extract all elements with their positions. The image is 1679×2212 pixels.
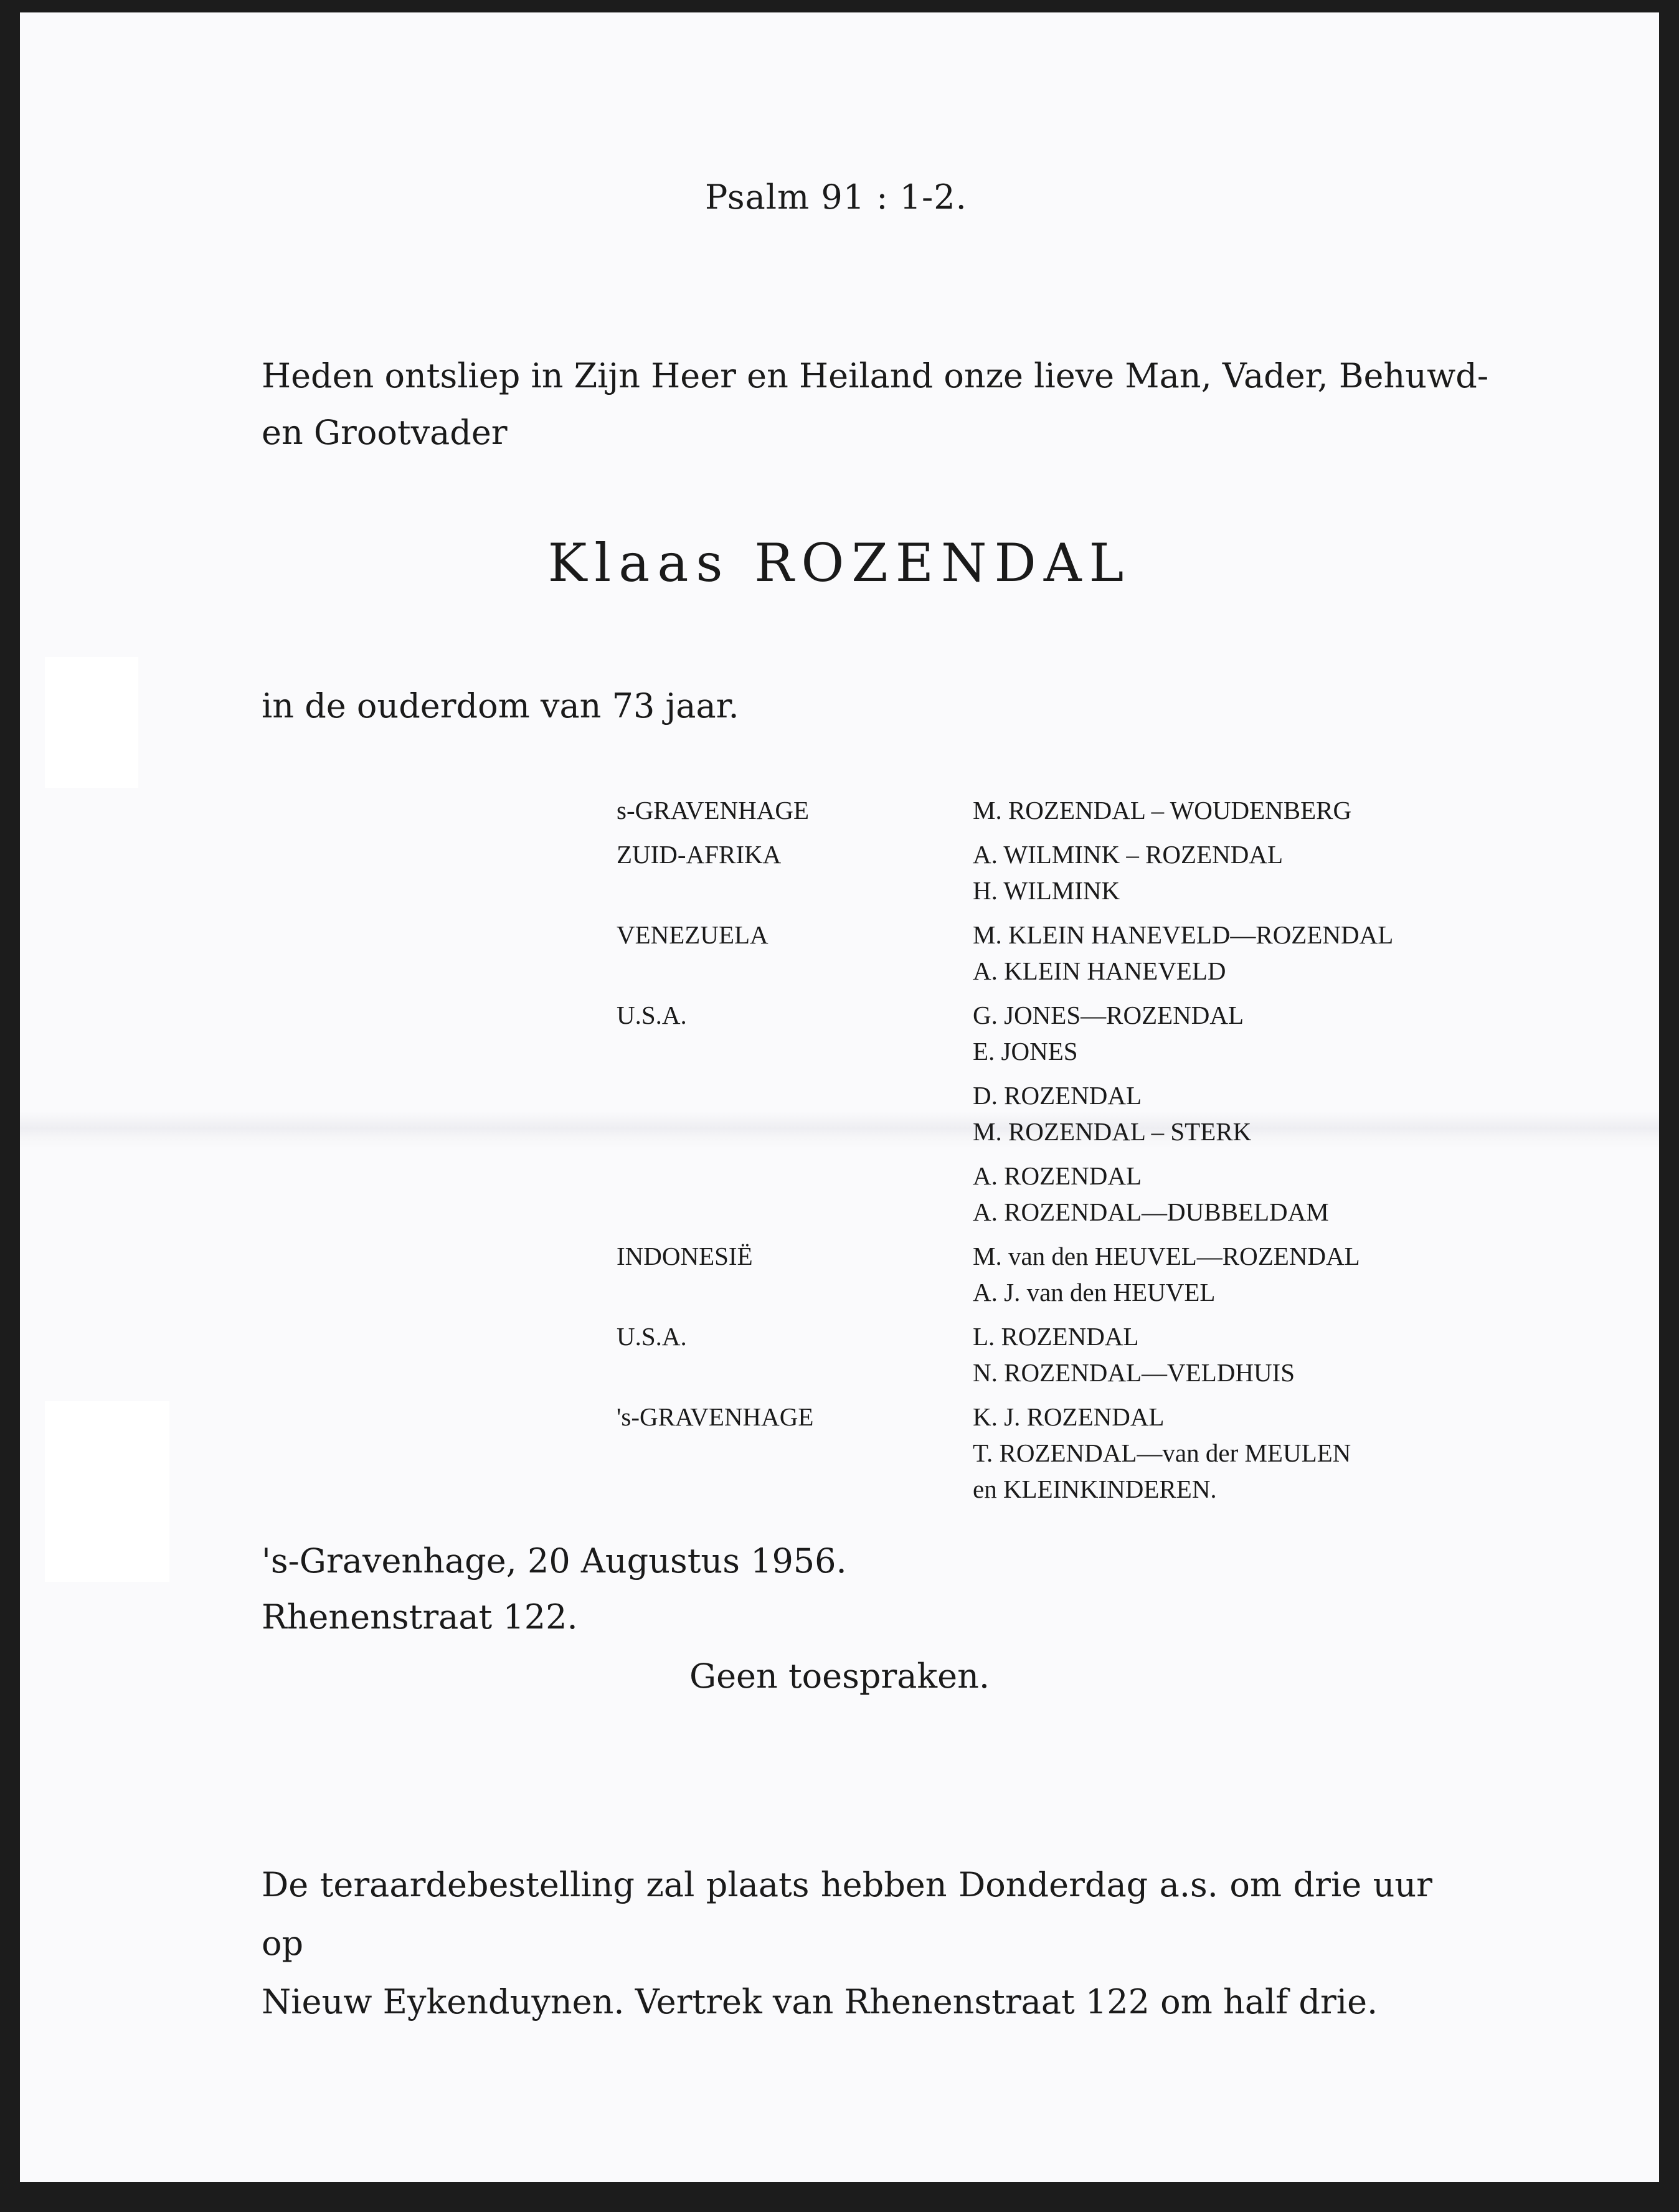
relative-row: N. ROZENDAL—VELDHUIS — [973, 1358, 1295, 1387]
group-gap — [973, 1310, 1393, 1318]
family-names-column — [973, 792, 1393, 1507]
relative-row: M. ROZENDAL – WOUDENBERG — [973, 796, 1352, 825]
place-row — [617, 1077, 813, 1113]
announcement-line-2: en Grootvader — [262, 413, 508, 452]
group-gap — [973, 1150, 1393, 1158]
relative-row: M. van den HEUVEL—ROZENDAL — [973, 1242, 1360, 1270]
group-gap — [617, 1391, 813, 1399]
group-gap — [617, 1150, 813, 1158]
group-gap — [973, 828, 1393, 836]
group-gap — [617, 1230, 813, 1238]
funeral-details — [262, 1856, 1432, 2031]
place-row — [617, 1194, 813, 1230]
redaction-patch-top — [45, 657, 138, 788]
place-row: s-GRAVENHAGE — [617, 796, 810, 825]
place-row: U.S.A. — [617, 1001, 687, 1029]
relative-row: G. JONES—ROZENDAL — [973, 1001, 1244, 1029]
relative-row: A. KLEIN HANEVELD — [973, 957, 1226, 985]
relative-row: A. ROZENDAL — [973, 1161, 1142, 1190]
redaction-patch-bottom — [45, 1401, 169, 1582]
mourning-card — [20, 12, 1659, 2182]
group-gap — [973, 1391, 1393, 1399]
relative-row: D. ROZENDAL — [973, 1081, 1142, 1110]
place-row — [617, 1274, 813, 1310]
relative-row: K. J. ROZENDAL — [973, 1402, 1165, 1431]
relative-row: en KLEINKINDEREN. — [973, 1475, 1217, 1503]
relative-row: M. KLEIN HANEVELD—ROZENDAL — [973, 920, 1394, 949]
place-row — [617, 872, 813, 909]
place-row — [617, 1471, 813, 1507]
group-gap — [617, 1069, 813, 1077]
relative-row: A. J. van den HEUVEL — [973, 1278, 1216, 1307]
funeral-line-1: De teraardebestelling zal plaats hebben Donderdag a.s. om drie uur op — [262, 1865, 1432, 1963]
paper-fold — [20, 1112, 1659, 1149]
relative-row: A. ROZENDAL—DUBBELDAM — [973, 1198, 1329, 1226]
relative-row: A. WILMINK – ROZENDAL — [973, 840, 1284, 869]
announcement-line-1: Heden ontsliep in Zijn Heer en Heiland onze lieve Man, Vader, Behuwd- — [262, 356, 1489, 395]
group-gap — [973, 909, 1393, 917]
place-row: VENEZUELA — [617, 920, 769, 949]
psalm-reference: Psalm 91 : 1-2. — [705, 177, 967, 217]
relative-row: H. WILMINK — [973, 876, 1120, 905]
funeral-line-2: Nieuw Eykenduynen. Vertrek van Rhenenstraat 122 om half drie. — [262, 1982, 1378, 2021]
group-gap — [617, 828, 813, 836]
place-date-line: 's-Gravenhage, 20 Augustus 1956. — [262, 1541, 847, 1581]
family-places-column — [617, 792, 813, 1507]
place-row — [617, 1354, 813, 1391]
place-row: ZUID-AFRIKA — [617, 840, 782, 869]
age-line: in de ouderdom van 73 jaar. — [262, 686, 739, 726]
place-row — [617, 1113, 813, 1150]
street-address: Rhenenstraat 122. — [262, 1597, 578, 1637]
no-speeches-notice: Geen toespraken. — [689, 1657, 990, 1696]
group-gap — [973, 1230, 1393, 1238]
place-row: 's-GRAVENHAGE — [617, 1402, 814, 1431]
group-gap — [973, 1069, 1393, 1077]
place-row: U.S.A. — [617, 1322, 687, 1351]
place-row — [617, 953, 813, 989]
group-gap — [973, 989, 1393, 997]
place-row — [617, 1033, 813, 1069]
place-row: INDONESIË — [617, 1242, 753, 1270]
group-gap — [617, 1310, 813, 1318]
group-gap — [617, 989, 813, 997]
relative-row: M. ROZENDAL – STERK — [973, 1117, 1252, 1146]
relative-row: L. ROZENDAL — [973, 1322, 1139, 1351]
relative-row: E. JONES — [973, 1037, 1078, 1066]
place-row — [617, 1435, 813, 1471]
place-row — [617, 1158, 813, 1194]
relative-row: T. ROZENDAL—van der MEULEN — [973, 1439, 1351, 1467]
group-gap — [617, 909, 813, 917]
deceased-name: Klaas ROZENDAL — [547, 532, 1132, 593]
